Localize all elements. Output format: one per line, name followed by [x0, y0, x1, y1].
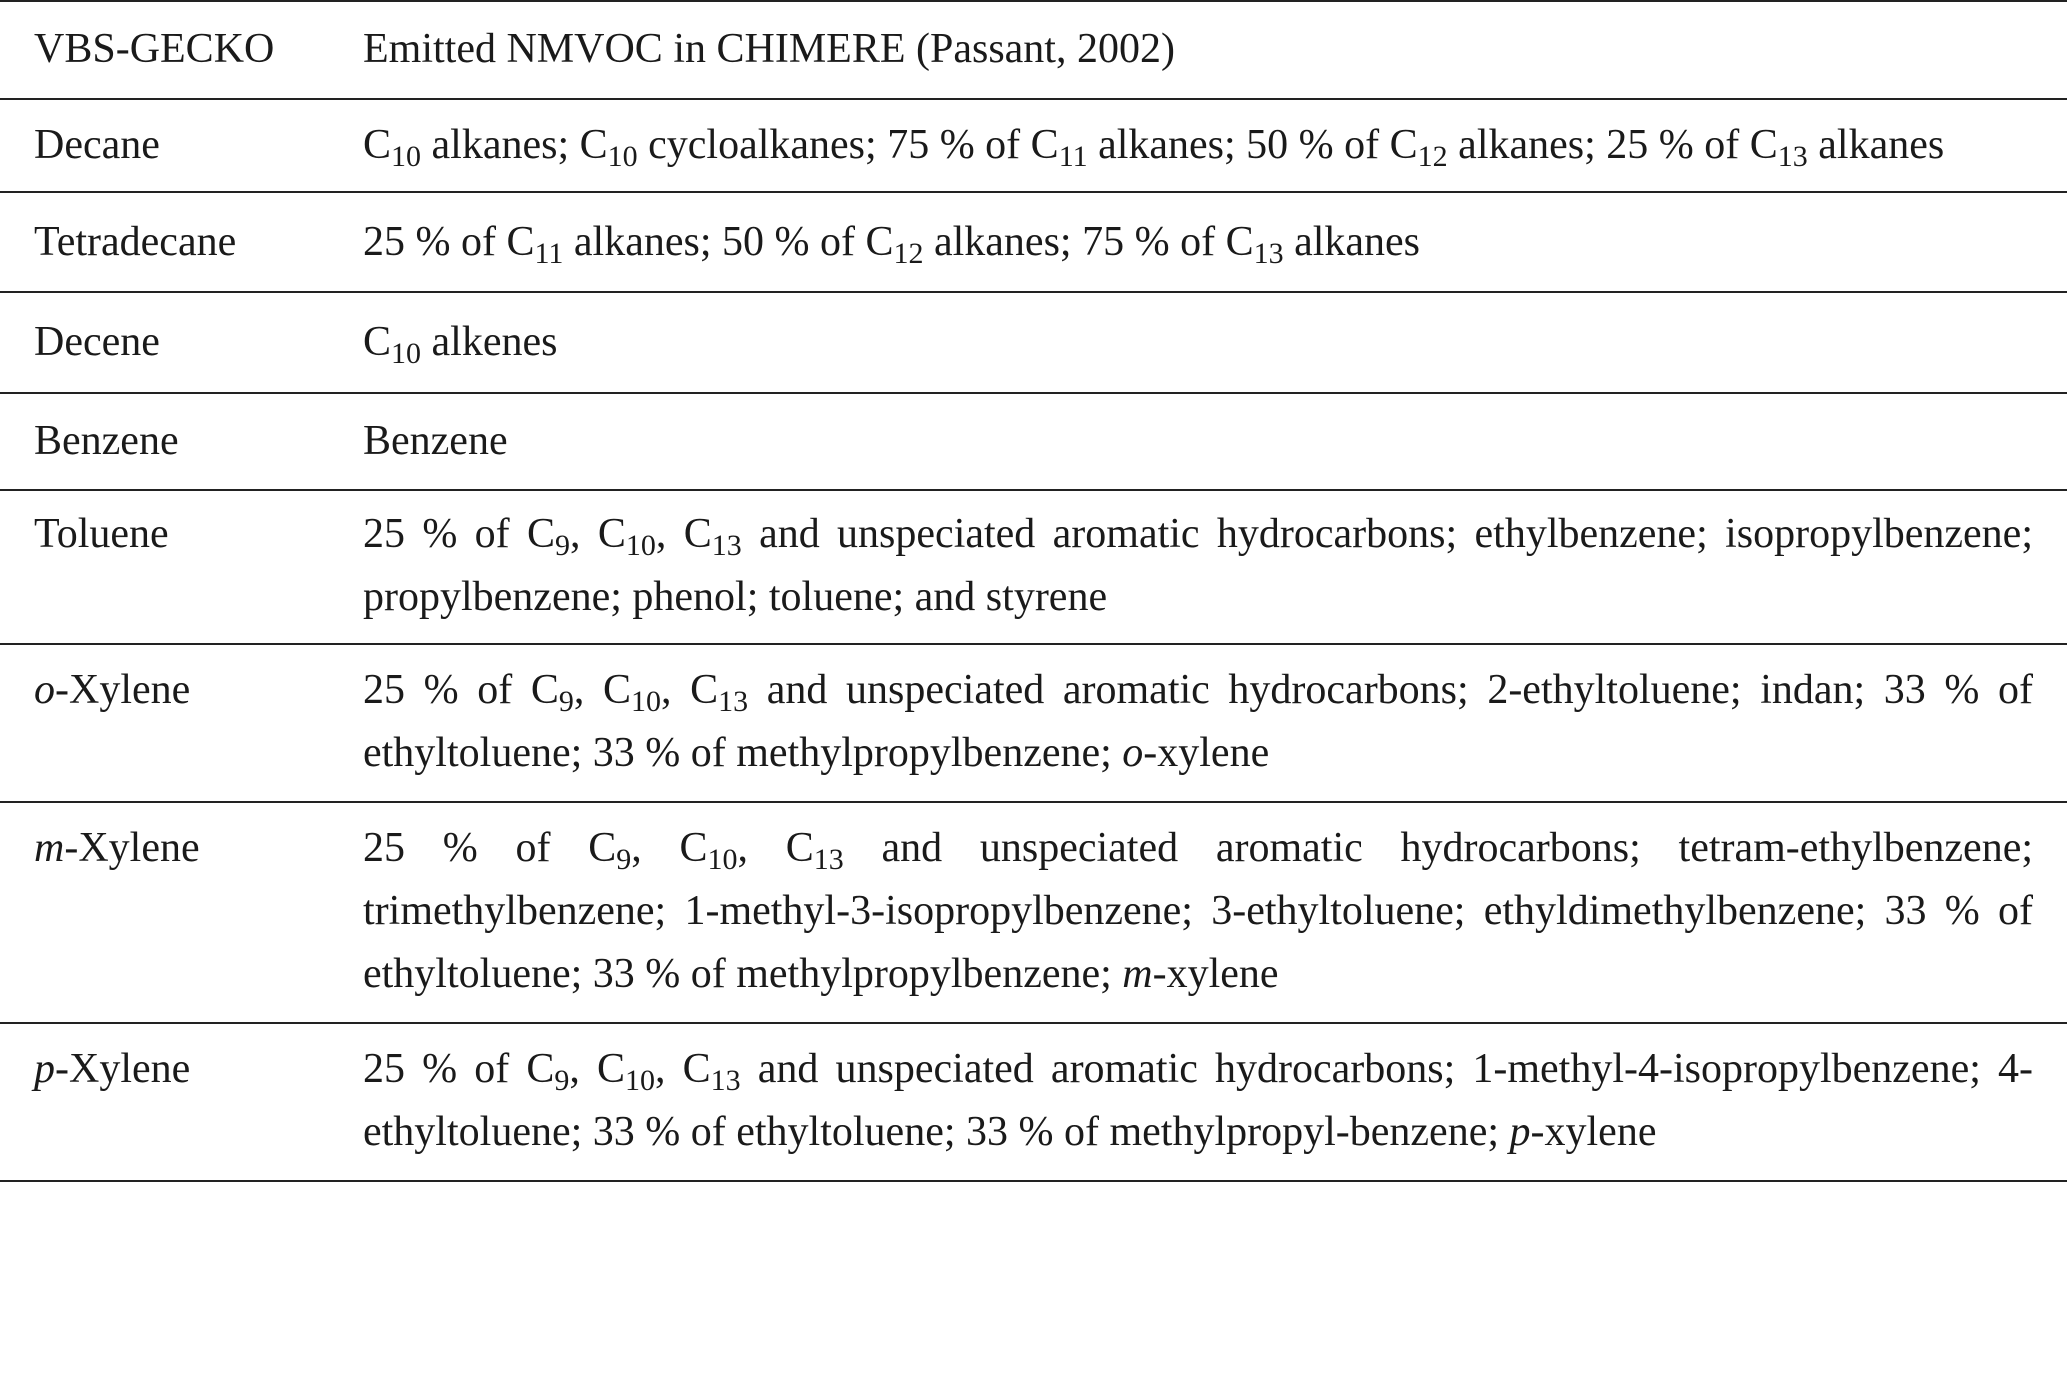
subscript-text: 12: [893, 237, 924, 270]
text-segment: and unspeciated aromatic hydrocarbons; 1-methyl-4-isopropylbenzene; 4-ethyltoluene; 33 % of ethyltoluene; 33 % of methylpropyl-benzene;: [363, 1046, 2033, 1155]
table-row: [0, 802, 2067, 1023]
emitted-species-cell: [363, 292, 2067, 393]
species-name-cell: [0, 490, 363, 644]
species-name-cell: [0, 644, 363, 802]
text-segment: -xylene: [1143, 730, 1270, 776]
table-row: [0, 292, 2067, 393]
subscript-text: 9: [558, 685, 574, 718]
emitted-species-cell: [363, 192, 2067, 292]
emitted-species-cell: [363, 1023, 2067, 1181]
text-segment: and unspeciated aromatic hydrocarbons; ethylbenzene; isopropylbenzene; propylbenzene; phenol; toluene; and styrene: [363, 511, 2033, 620]
species-name-cell: [0, 802, 363, 1023]
text-segment: , C: [655, 511, 712, 557]
subscript-text: 10: [631, 685, 661, 718]
text-segment: C: [363, 122, 392, 168]
text-segment: and unspeciated aromatic hydrocarbons; tetram-ethylbenzene; trimethylbenzene; 1-methyl-3-isopropylbenzene; 3-ethyltoluene; ethyldimethylbenzene; 33 % of ethyltoluene; 33 % of methylpropylbenzene;: [363, 825, 2034, 997]
italic-text: m: [1122, 951, 1153, 997]
subscript-text: 11: [1058, 140, 1088, 173]
table-row: [0, 490, 2067, 644]
emitted-species-cell: [363, 802, 2067, 1023]
text-segment: alkenes: [421, 319, 558, 365]
table-row: [0, 99, 2067, 192]
italic-text: p: [34, 1046, 55, 1092]
subscript-text: 12: [1417, 140, 1448, 173]
subscript-text: 13: [1253, 237, 1284, 270]
text-segment: , C: [573, 667, 631, 713]
subscript-text: 10: [707, 843, 738, 876]
text-segment: 25 % of C: [363, 667, 559, 713]
text-segment: C: [363, 319, 392, 365]
text-segment: Decene: [34, 319, 160, 365]
subscript-text: 9: [555, 529, 571, 562]
table-row: [0, 1023, 2067, 1181]
text-segment: -Xylene: [64, 825, 200, 871]
subscript-text: 10: [625, 529, 656, 562]
subscript-text: 11: [534, 237, 564, 270]
header-emitted-nmvoc: Emitted NMVOC in CHIMERE (Passant, 2002): [363, 26, 1175, 72]
text-segment: alkanes; 25 % of C: [1447, 122, 1778, 168]
text-segment: alkanes; C: [421, 122, 608, 168]
text-segment: -Xylene: [55, 1046, 191, 1092]
italic-text: p: [1509, 1109, 1531, 1155]
table-row: [0, 393, 2067, 490]
text-segment: , C: [737, 825, 814, 871]
subscript-text: 10: [391, 337, 422, 370]
text-segment: 25 % of C: [363, 511, 556, 557]
text-segment: 25 % of C: [363, 825, 617, 871]
text-segment: alkanes: [1283, 219, 1421, 265]
species-name-cell: [0, 292, 363, 393]
text-segment: alkanes; 50 % of C: [563, 219, 894, 265]
species-name-cell: [0, 99, 363, 192]
subscript-text: 13: [813, 843, 844, 876]
text-segment: alkanes; 50 % of C: [1087, 122, 1418, 168]
table-row: [0, 644, 2067, 802]
species-name-cell: [0, 393, 363, 490]
text-segment: , C: [570, 511, 626, 557]
subscript-text: 10: [607, 140, 638, 173]
subscript-text: 9: [616, 843, 632, 876]
text-segment: 25 % of C: [363, 219, 535, 265]
subscript-text: 13: [1777, 140, 1808, 173]
species-name-cell: [0, 1023, 363, 1181]
subscript-text: 13: [718, 685, 749, 718]
table-row: [0, 192, 2067, 292]
emitted-species-cell: [363, 393, 2067, 490]
text-segment: alkanes; 75 % of C: [923, 219, 1254, 265]
table-body: [0, 1, 2067, 1181]
italic-text: m: [34, 825, 65, 871]
text-segment: , C: [569, 1046, 626, 1092]
text-segment: Benzene: [34, 418, 179, 464]
emitted-species-cell: [363, 99, 2067, 192]
table-header-row: [0, 1, 2067, 99]
text-segment: Toluene: [34, 511, 169, 557]
subscript-text: 13: [711, 529, 742, 562]
text-segment: Decane: [34, 122, 160, 168]
subscript-text: 13: [710, 1064, 741, 1097]
emitted-species-cell: [363, 490, 2067, 644]
subscript-text: 9: [554, 1064, 570, 1097]
text-segment: Tetradecane: [34, 219, 237, 265]
text-segment: -Xylene: [55, 667, 191, 713]
text-segment: Benzene: [363, 418, 508, 464]
text-segment: , C: [631, 825, 708, 871]
italic-text: o: [1122, 730, 1144, 776]
text-segment: alkanes: [1807, 122, 1945, 168]
text-segment: cycloalkanes; 75 % of C: [637, 122, 1059, 168]
text-segment: 25 % of C: [363, 1046, 555, 1092]
text-segment: -xylene: [1530, 1109, 1657, 1155]
text-segment: , C: [661, 667, 719, 713]
header-vbs-gecko: VBS-GECKO: [34, 26, 275, 72]
text-segment: , C: [655, 1046, 711, 1092]
emitted-species-cell: [363, 644, 2067, 802]
subscript-text: 10: [391, 140, 422, 173]
text-segment: -xylene: [1152, 951, 1279, 997]
italic-text: o: [34, 667, 55, 713]
species-name-cell: [0, 192, 363, 292]
text-segment: and unspeciated aromatic hydrocarbons; 2-ethyltoluene; indan; 33 % of ethyltoluene; 33 % of methylpropylbenzene;: [363, 667, 2034, 776]
subscript-text: 10: [625, 1064, 656, 1097]
